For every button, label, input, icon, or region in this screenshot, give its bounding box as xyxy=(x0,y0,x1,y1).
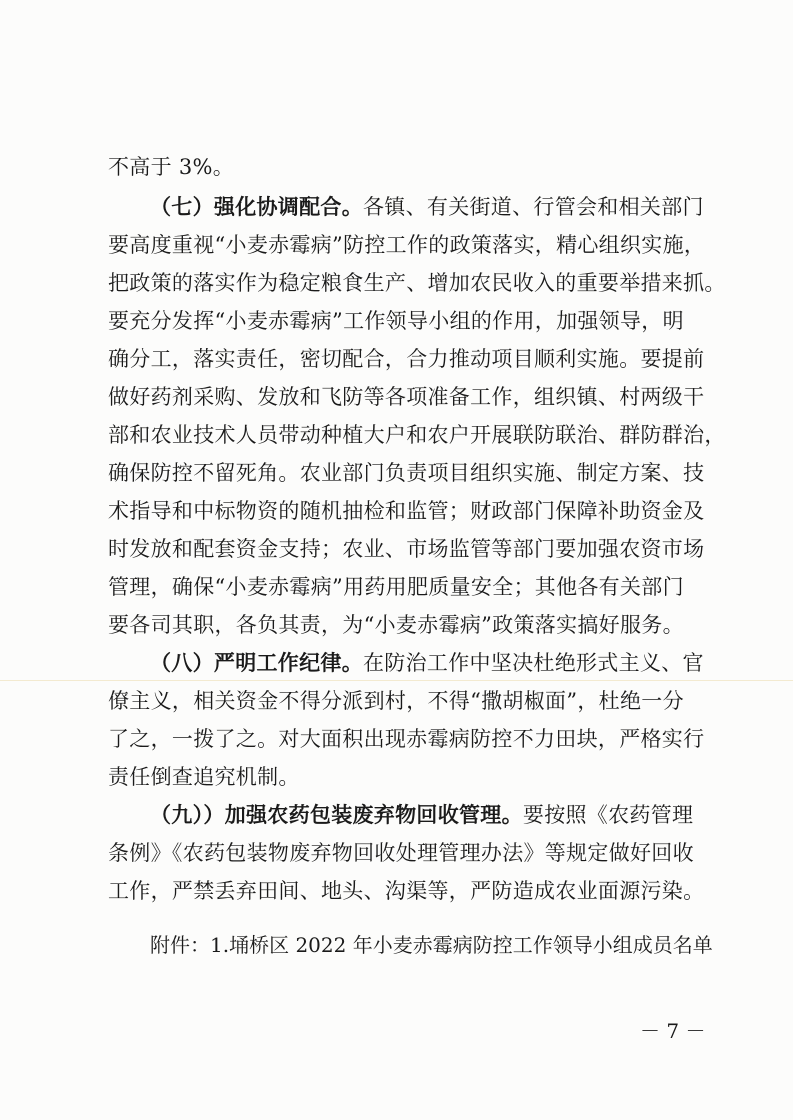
body-line: 责任倒查追究机制。 xyxy=(108,765,300,789)
section-heading-9: （九））加强农药包装废弃物回收管理。 xyxy=(150,803,523,827)
attachment-note: 附件：1.埇桥区 2022 年小麦赤霉病防控工作领导小组成员名单 xyxy=(150,933,713,957)
body-line: 不高于 3%。 xyxy=(108,155,235,179)
section-heading-7: （七）强化协调配合。 xyxy=(150,195,363,219)
body-line: 把政策的落实作为稳定粮食生产、增加农民收入的重要举措来抓。 xyxy=(108,271,726,295)
body-line: 确分工，落实责任，密切配合，合力推动项目顺利实施。要提前 xyxy=(108,347,705,371)
body-line: 条例》《农药包装物废弃物回收处理管理办法》等规定做好回收 xyxy=(108,841,694,865)
body-line: 工作，严禁丢弃田间、地头、沟渠等，严防造成农业面源污染。 xyxy=(108,879,705,903)
page-number: － 7 － xyxy=(640,1019,706,1043)
section-heading-8: （八）严明工作纪律。 xyxy=(150,651,363,675)
paragraph-9-first-line xyxy=(150,800,693,830)
body-line: 确保防控不留死角。农业部门负责项目组织实施、制定方案、技 xyxy=(108,461,705,485)
body-line: 了之，一拨了之。对大面积出现赤霉病防控不力田块，严格实行 xyxy=(108,727,705,751)
body-line: 要高度重视“小麦赤霉病”防控工作的政策落实，精心组织实施， xyxy=(108,233,706,257)
body-line: 术指导和中标物资的随机抽检和监管；财政部门保障补助资金及 xyxy=(108,499,705,523)
body-text: 要按照《农药管理 xyxy=(522,803,694,827)
body-line: 部和农业技术人员带动种植大户和农户开展联防联治、群防群治， xyxy=(108,423,726,447)
body-text: 在防治工作中坚决杜绝形式主义、官 xyxy=(363,651,704,675)
body-line: 时发放和配套资金支持；农业、市场监管等部门要加强农资市场 xyxy=(108,537,705,561)
body-line: 要充分发挥“小麦赤霉病”工作领导小组的作用，加强领导，明 xyxy=(108,309,684,333)
body-line: 要各司其职，各负其责，为“小麦赤霉病”政策落实搞好服务。 xyxy=(108,613,684,637)
body-line: 管理，确保“小麦赤霉病”用药用肥质量安全；其他各有关部门 xyxy=(108,575,684,599)
scan-artifact-line xyxy=(0,680,793,681)
body-text: 各镇、有关街道、行管会和相关部门 xyxy=(363,195,704,219)
paragraph-8-first-line xyxy=(150,648,704,678)
body-line: 僚主义，相关资金不得分派到村，不得“撒胡椒面”，杜绝一分 xyxy=(108,689,684,713)
paragraph-7-first-line xyxy=(150,192,704,222)
body-line: 做好药剂采购、发放和飞防等各项准备工作，组织镇、村两级干 xyxy=(108,385,705,409)
